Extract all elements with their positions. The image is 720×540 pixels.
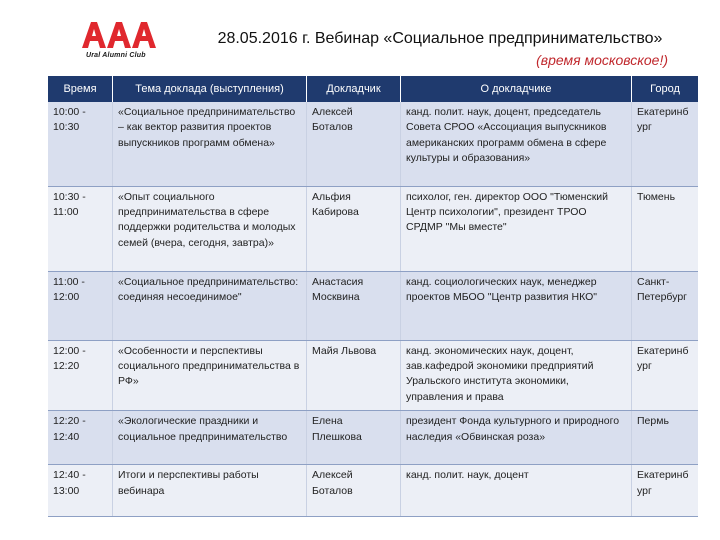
cell-city: Екатеринбург bbox=[632, 465, 699, 517]
schedule-table bbox=[48, 76, 698, 517]
cell-time: 10:00 - 10:30 bbox=[48, 102, 113, 186]
table-row bbox=[48, 102, 698, 186]
cell-city: Санкт-Петербург bbox=[632, 271, 699, 340]
cell-city: Пермь bbox=[632, 411, 699, 465]
cell-about: психолог, ген. директор ООО "Тюменский Центр психологии", президент ТРОО СРДМР "Мы вместе" bbox=[401, 186, 632, 271]
cell-topic: «Экологические праздники и социальное предпринимательство bbox=[113, 411, 307, 465]
cell-time: 10:30 - 11:00 bbox=[48, 186, 113, 271]
table-row bbox=[48, 411, 698, 465]
column-header-city: Город bbox=[632, 76, 699, 102]
column-header-speaker: Докладчик bbox=[307, 76, 401, 102]
cell-city: Екатеринбург bbox=[632, 340, 699, 411]
cell-about: канд. полит. наук, доцент, председатель Совета СРОО «Ассоциация выпускников американских программ обмена в сфере культуры и образования» bbox=[401, 102, 632, 186]
logo bbox=[82, 20, 162, 59]
table-row bbox=[48, 271, 698, 340]
cell-city: Екатеринбург bbox=[632, 102, 699, 186]
cell-topic: «Социальное предпринимательство – как вектор развития проектов выпускников программ обмена» bbox=[113, 102, 307, 186]
page-title: 28.05.2016 г. Вебинар «Социальное предпринимательство» bbox=[217, 30, 663, 47]
cell-time: 12:20 - 12:40 bbox=[48, 411, 113, 465]
logo-text: Ural Alumni Club bbox=[86, 52, 146, 59]
cell-speaker: Майя Львова bbox=[307, 340, 401, 411]
column-header-about: О докладчике bbox=[401, 76, 632, 102]
column-header-topic: Тема доклада (выступления) bbox=[113, 76, 307, 102]
cell-about: канд. социологических наук, менеджер проектов МБОО "Центр развития НКО" bbox=[401, 271, 632, 340]
cell-city: Тюмень bbox=[632, 186, 699, 271]
cell-time: 11:00 - 12:00 bbox=[48, 271, 113, 340]
table-row bbox=[48, 186, 698, 271]
cell-time: 12:40 - 13:00 bbox=[48, 465, 113, 517]
cell-topic: «Особенности и перспективы социального предпринимательства в РФ» bbox=[113, 340, 307, 411]
cell-topic: Итоги и перспективы работы вебинара bbox=[113, 465, 307, 517]
page-subtitle: (время московское!) bbox=[536, 52, 668, 68]
cell-topic: «Социальное предпринимательство: соединяя несоединимое" bbox=[113, 271, 307, 340]
cell-about: президент Фонда культурного и природного наследия «Обвинская роза» bbox=[401, 411, 632, 465]
table-row bbox=[48, 340, 698, 411]
aaa-logo-icon bbox=[82, 20, 156, 50]
cell-speaker: Альфия Кабирова bbox=[307, 186, 401, 271]
cell-speaker: Алексей Боталов bbox=[307, 102, 401, 186]
cell-about: канд. экономических наук, доцент, зав.кафедрой экономики предприятий Уральского института экономики, управления и права bbox=[401, 340, 632, 411]
table-row bbox=[48, 465, 698, 517]
cell-about: канд. полит. наук, доцент bbox=[401, 465, 632, 517]
cell-speaker: Анастасия Москвина bbox=[307, 271, 401, 340]
cell-topic: «Опыт социального предпринимательства в сфере поддержки родительства и молодых семей (вчера, сегодня, завтра)» bbox=[113, 186, 307, 271]
table-header-row bbox=[48, 76, 698, 102]
cell-time: 12:00 - 12:20 bbox=[48, 340, 113, 411]
cell-speaker: Алексей Боталов bbox=[307, 465, 401, 517]
cell-speaker: Елена Плешкова bbox=[307, 411, 401, 465]
column-header-time: Время bbox=[48, 76, 113, 102]
